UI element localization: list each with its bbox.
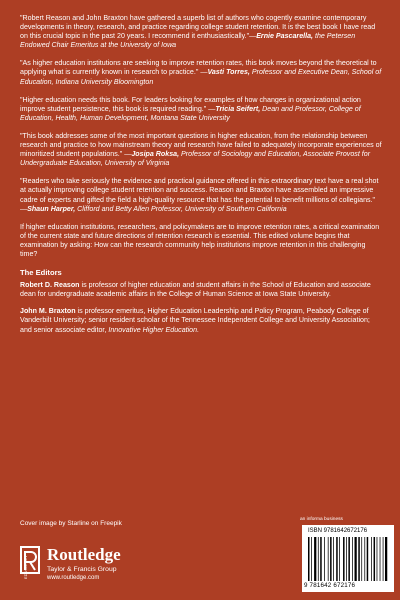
cover-credit: Cover image by Starline on Freepik <box>20 520 122 527</box>
barcode-bar <box>371 537 372 581</box>
barcode-bar <box>324 537 325 581</box>
quote-text: "Robert Reason and John Braxton have gathered a superb list of authors who cogently examine contemporary developments in theory, research, and practice regarding college student retention. It is the best book I have read on this crucial topic in the past 20 years. I recommend it enthusiastically."— <box>20 14 376 41</box>
barcode-bar <box>383 537 384 581</box>
quote-author: Tricia Seifert, <box>215 104 261 113</box>
barcode-bar <box>330 537 332 581</box>
barcode-bar <box>367 537 369 581</box>
barcode-bar <box>352 537 353 581</box>
barcode-bar <box>328 537 329 581</box>
quote-text: "As higher education institutions are seeking to improve retention rates, this book moves beyond the theoretical to applying what is currently known in research to practice." — <box>20 59 377 77</box>
quote-author: Vasti Torres, <box>207 68 250 77</box>
publisher-url: www.routledge.com <box>47 575 100 581</box>
quote-author: Josipa Roksa, <box>131 150 180 159</box>
barcode-bar <box>318 537 319 581</box>
quote-affiliation: Professor and Executive Dean, School of Education, Indiana University Bloomington <box>20 68 382 86</box>
quote-author: Ernie Pascarella, <box>256 32 313 41</box>
back-cover-text <box>20 14 382 343</box>
barcode-bar <box>311 537 312 581</box>
quote-author: Shaun Harper, <box>27 204 76 213</box>
editors-heading: The Editors <box>20 268 62 278</box>
endorsements <box>20 14 382 214</box>
barcode-bar <box>358 537 360 581</box>
quote-affiliation: Clifford and Betty Allen Professor, University of Southern California <box>75 204 287 213</box>
barcode-bar <box>385 537 387 581</box>
barcode-bar <box>380 537 381 581</box>
quote-text: "Higher education needs this book. For leaders looking for examples of how changes in organizational action improve student persistence, this book is required reading." — <box>20 95 361 113</box>
barcode-bar <box>377 537 378 581</box>
quote-text: "This book addresses some of the most important questions in higher education, from the relationship between research and practice to how mainstream theory and research have failed to adequately incorporate experiences of minoritized student populations." — <box>20 131 382 159</box>
informa-tagline: an informa business <box>300 517 343 522</box>
publisher-name: Routledge <box>47 545 121 564</box>
barcode-bar <box>361 537 362 581</box>
editor-bio-text: is professor emeritus, Higher Education Leadership and Policy Program, Peabody College of Vanderbilt University; senior resident scholar of the Tennessee Independent College and University Association; and senior associate editor, <box>20 307 370 334</box>
editor-name: Robert D. Reason <box>20 281 80 290</box>
quote-affiliation: the Petersen Endowed Chair Emeritus at the University of Iowa <box>20 32 356 50</box>
routledge-r-icon <box>20 546 40 580</box>
barcode-bars <box>308 537 388 581</box>
isbn-barcode <box>302 525 394 592</box>
barcode-bar <box>355 537 357 581</box>
barcode-bar <box>320 537 322 581</box>
side-label: EDUCATION <box>23 555 28 579</box>
barcode-bar <box>348 537 350 581</box>
endorsement-quote <box>20 96 382 123</box>
quote-affiliation: Professor of Sociology and Education, Associate Provost for Undergraduate Education, University of Virginia <box>20 150 371 168</box>
routledge-logo <box>20 542 160 590</box>
editor-name: John M. Braxton <box>20 307 76 316</box>
endorsement-quote <box>20 177 382 213</box>
quote-affiliation: Dean and Professor, College of Education, Health, Human Development, Montana State University <box>20 104 361 122</box>
barcode-bar <box>308 537 310 581</box>
editor-bio-text: is professor of higher education and student affairs in the School of Education and associate dean for undergraduate academic affairs in the College of Human Science at Iowa State University. <box>20 281 371 299</box>
barcode-bar <box>336 537 338 581</box>
barcode-bar <box>314 537 316 581</box>
summary-paragraph: If higher education institutions, researchers, and policymakers are to improve retention rates, a critical examination of the current state and future directions of retention research is essential. This edited volume begins that examination by asking: How can the research community help institutions improve retention in this challenging time? <box>20 222 380 258</box>
barcode-bar <box>346 537 347 581</box>
endorsement-quote <box>20 132 382 168</box>
barcode-bar <box>339 537 340 581</box>
barcode-bar <box>364 537 365 581</box>
editor-bio <box>20 307 382 334</box>
barcode-bar <box>374 537 376 581</box>
barcode-bar <box>343 537 345 581</box>
editors-list <box>20 281 382 334</box>
editor-bio-italic: Innovative Higher Education. <box>108 325 200 334</box>
endorsement-quote <box>20 14 382 50</box>
barcode-bar <box>333 537 334 581</box>
isbn-label: ISBN 9781642672176 <box>308 528 368 534</box>
barcode-digits: 9 781642 672176 <box>304 582 356 589</box>
quote-text: "Readers who take seriously the evidence and practical guidance offered in this extraordinary text have a real shot at actually improving college student retention and success. Reason and Braxton have assembled an impressive cadre of experts and gifted the field a high-quality resource that has the potential to benefit millions of collegians." — <box>20 177 379 213</box>
endorsement-quote <box>20 59 382 86</box>
editor-bio <box>20 281 382 299</box>
publisher-group: Taylor & Francis Group <box>47 566 117 573</box>
